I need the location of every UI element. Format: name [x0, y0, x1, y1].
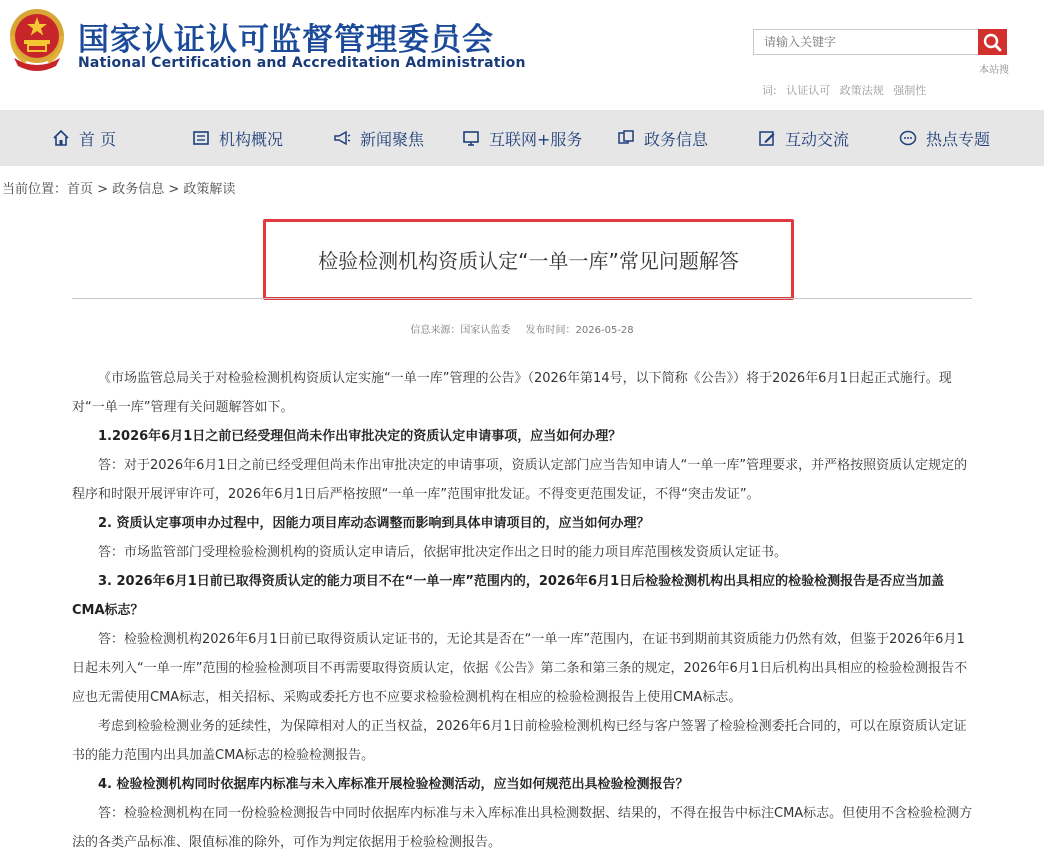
breadcrumb: [2, 178, 235, 197]
site-search-link[interactable]: 本站搜: [979, 65, 1009, 76]
article-question: 2. 资质认定事项申办过程中，因能力项目库动态调整而影响到具体申请项目的，应当如何办理？: [98, 516, 650, 531]
hot-word-link[interactable]: 强制性: [893, 84, 927, 97]
monitor-icon: [462, 129, 480, 147]
breadcrumb-prefix: 当前位置：: [2, 182, 68, 197]
list-icon: [192, 129, 210, 147]
article-paragraph: 考虑到检验检测业务的延续性，为保障相对人的正当权益，2026年6月1日前检验检测机构已经与客户签署了检验检测委托合同的，可以在原资质认定证书的能力范围内出具加盖CMA标志的检验检测报告。: [72, 719, 967, 763]
article-question: 1.2026年6月1日之前已经受理但尚未作出审批决定的资质认定申请事项，应当如何办理？: [98, 429, 622, 444]
edit-icon: [758, 129, 776, 147]
site-name-en[interactable]: National Certification and Accreditation Administration: [78, 55, 526, 71]
article-question: 4. 检验检测机构同时依据库内标准与未入库标准开展检验检测活动，应当如何规范出具检验检测报告？: [98, 777, 689, 792]
megaphone-icon: [333, 129, 351, 147]
nav-item-hot-topics[interactable]: 热点专题: [899, 110, 990, 166]
breadcrumb-separator: >: [164, 182, 184, 197]
breadcrumb-separator: >: [93, 182, 113, 197]
article-paragraph: 答：对于2026年6月1日之前已经受理但尚未作出审批决定的申请事项，资质认定部门应当告知申请人“一单一库”管理要求，并严格按照资质认定规定的程序和时限开展评审许可，2026年6月1日后严格按照“一单一库”范围审批发证。不得变更范围发证，不得“突击发证”。: [72, 458, 968, 502]
breadcrumb-link-policy[interactable]: 政策解读: [183, 182, 236, 197]
article-question: 3. 2026年6月1日前已取得资质认定的能力项目不在“一单一库”范围内的，2026年6月1日后检验检测机构出具相应的检验检测报告是否应当加盖CMA标志？: [72, 574, 945, 618]
search-icon: [978, 29, 1007, 55]
article-paragraph: 答：市场监管部门受理检验检测机构的资质认定申请后，依据审批决定作出之日时的能力项目库范围核发资质认定证书。: [98, 545, 788, 560]
nav-item-home[interactable]: 首 页: [52, 110, 116, 166]
hot-word-link[interactable]: 政策法规: [839, 84, 884, 97]
article-title-box: [263, 219, 794, 300]
info-icon: [617, 129, 635, 147]
article-title: 检验检测机构资质认定“一单一库”常见问题解答: [318, 249, 739, 273]
chat-icon: [899, 129, 917, 147]
nav-item-gov-info[interactable]: 政务信息: [617, 110, 708, 166]
site-header: [0, 0, 1044, 108]
nav-item-internet-service[interactable]: 互联网+服务: [462, 110, 582, 166]
main-nav: [0, 110, 1044, 166]
article-paragraph: 答：检验检测机构在同一份检验检测报告中同时依据库内标准与未入库标准出具检测数据、结果的，不得在报告中标注CMA标志。但使用不含检验检测方法的各类产品标准、限值标准的除外，可作为判定依据用于检验检测报告。: [72, 806, 973, 850]
article-meta: [0, 321, 1044, 336]
nav-item-about[interactable]: 机构概况: [192, 110, 283, 166]
article-content: [72, 364, 974, 855]
site-name-cn[interactable]: 国家认证认可监督管理委员会: [78, 22, 494, 58]
hot-word-link[interactable]: 认证认可: [786, 84, 831, 97]
article-paragraph: 《市场监管总局关于对检验检测机构资质认定实施“一单一库”管理的公告》（2026年第14号，以下简称《公告》）将于2026年6月1日起正式施行。现对“一单一库”管理有关问题解答如下。: [72, 371, 952, 415]
article-publish-time: 发布时间：2026-05-28: [525, 325, 634, 336]
hot-words: [762, 82, 932, 98]
title-divider: [72, 298, 972, 299]
nav-item-news[interactable]: 新闻聚焦: [333, 110, 424, 166]
article-source: 信息来源：国家认监委: [410, 325, 511, 336]
breadcrumb-link-home[interactable]: 首页: [67, 182, 94, 197]
search-input[interactable]: [753, 29, 979, 55]
search-button[interactable]: [978, 29, 1007, 55]
hot-words-label: 词:: [762, 84, 777, 97]
national-emblem-icon[interactable]: [6, 6, 68, 76]
article-paragraph: 答：检验检测机构2026年6月1日前已取得资质认定证书的，无论其是否在“一单一库”范围内，在证书到期前其资质能力仍然有效，但鉴于2026年6月1日起未列入“一单一库”范围的检验检测项目不再需要取得资质认定，依据《公告》第二条和第三条的规定，2026年6月1日后机构出具相应的检验检测报告不应也无需使用CMA标志，相关招标、采购或委托方也不应要求检验检测机构在相应的检验检测报告上使用CMA标志。: [72, 632, 968, 705]
breadcrumb-link-gov-info[interactable]: 政务信息: [112, 182, 165, 197]
home-icon: [52, 129, 70, 147]
nav-item-interaction[interactable]: 互动交流: [758, 110, 849, 166]
